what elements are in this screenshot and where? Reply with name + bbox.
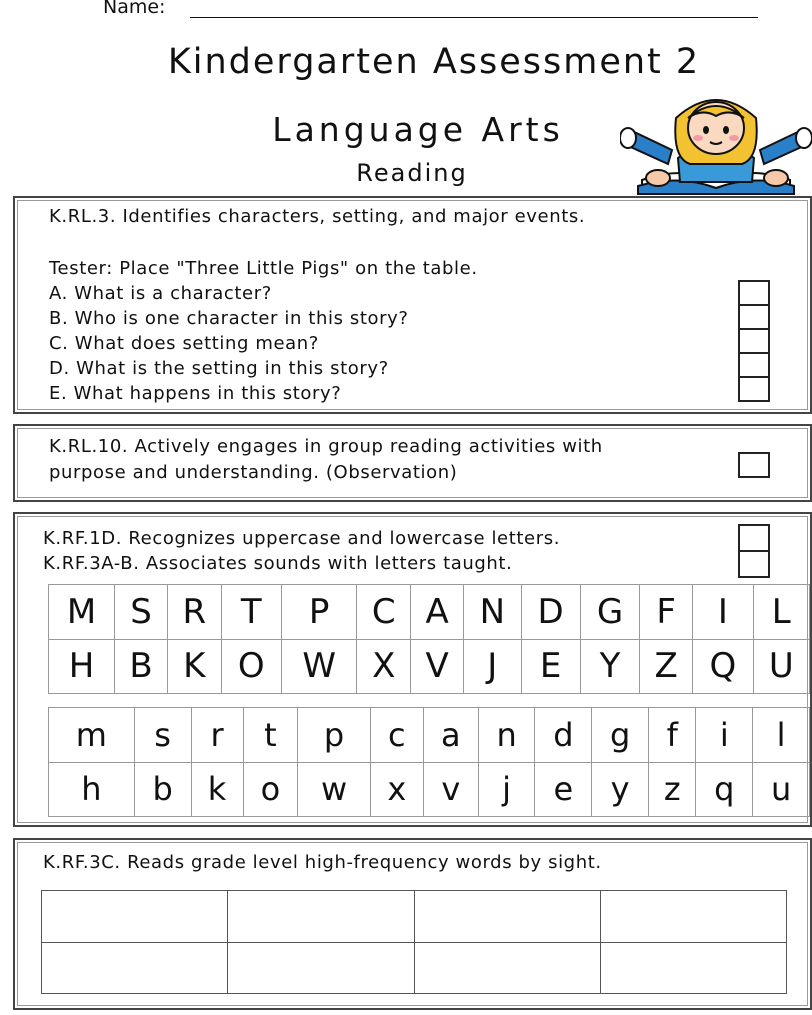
letter-cell[interactable]: L <box>753 585 809 640</box>
standard-k-rl-10-line1: K.RL.10. Actively engages in group reading activities with <box>49 436 603 457</box>
letter-cell[interactable]: D <box>521 585 580 640</box>
letter-cell[interactable]: r <box>191 708 243 763</box>
uppercase-letter-grid <box>48 584 810 694</box>
letter-cell[interactable]: H <box>49 639 115 694</box>
name-label: Name: <box>103 0 166 18</box>
checkbox-question-e[interactable] <box>738 376 770 402</box>
letter-cell[interactable]: h <box>49 762 135 817</box>
table-row <box>49 708 810 763</box>
letter-cell[interactable]: O <box>221 639 281 694</box>
name-line[interactable] <box>190 17 758 18</box>
letter-cell[interactable]: K <box>167 639 221 694</box>
table-row <box>42 891 787 943</box>
section-group-reading <box>13 424 812 502</box>
tester-note: Tester: Place "Three Little Pigs" on the table. <box>49 258 478 279</box>
word-cell[interactable] <box>600 891 786 943</box>
letter-cell[interactable]: u <box>753 762 810 817</box>
standard-k-rf-1d: K.RF.1D. Recognizes uppercase and lowercase letters. <box>43 528 561 549</box>
letter-cell[interactable]: A <box>411 585 464 640</box>
letter-cell[interactable]: N <box>464 585 522 640</box>
question-a: A. What is a character? <box>49 283 272 304</box>
checkbox-question-b[interactable] <box>738 304 770 330</box>
letter-cell[interactable]: w <box>298 762 370 817</box>
letter-cell[interactable]: z <box>649 762 696 817</box>
table-row <box>49 639 810 694</box>
sight-words-grid <box>41 890 787 994</box>
letter-cell[interactable]: V <box>411 639 464 694</box>
letter-cell[interactable]: R <box>167 585 221 640</box>
letter-cell[interactable]: n <box>478 708 535 763</box>
letter-cell[interactable]: J <box>464 639 522 694</box>
letter-cell[interactable]: F <box>640 585 693 640</box>
section-sight-words <box>13 838 812 1010</box>
section-characters-setting <box>13 196 812 414</box>
letter-cell[interactable]: f <box>649 708 696 763</box>
standard-k-rf-3a-b: K.RF.3A-B. Associates sounds with letters taught. <box>43 553 513 574</box>
standard-k-rl-3: K.RL.3. Identifies characters, setting, and major events. <box>49 206 586 227</box>
question-b: B. Who is one character in this story? <box>49 308 409 329</box>
letter-cell[interactable]: p <box>298 708 370 763</box>
letter-cell[interactable]: X <box>357 639 411 694</box>
checkbox-question-d[interactable] <box>738 352 770 378</box>
letter-cell[interactable]: P <box>281 585 356 640</box>
subject-subheading: Reading <box>356 159 468 187</box>
letter-cell[interactable]: M <box>49 585 115 640</box>
checkbox-question-a[interactable] <box>738 280 770 306</box>
letter-cell[interactable]: c <box>370 708 423 763</box>
subject-heading: Language Arts <box>272 110 564 149</box>
letter-cell[interactable]: i <box>696 708 753 763</box>
letter-cell[interactable]: G <box>580 585 640 640</box>
question-c: C. What does setting mean? <box>49 333 319 354</box>
letter-cell[interactable]: Q <box>693 639 753 694</box>
word-cell[interactable] <box>228 942 414 994</box>
table-row <box>49 762 810 817</box>
word-cell[interactable] <box>414 942 600 994</box>
word-cell[interactable] <box>42 891 228 943</box>
letter-cell[interactable]: b <box>134 762 191 817</box>
letter-cell[interactable]: k <box>191 762 243 817</box>
letter-cell[interactable]: o <box>243 762 298 817</box>
lowercase-letter-grid <box>48 707 810 817</box>
letter-cell[interactable]: v <box>423 762 478 817</box>
letter-cell[interactable]: S <box>115 585 168 640</box>
letter-cell[interactable]: T <box>221 585 281 640</box>
letter-cell[interactable]: s <box>134 708 191 763</box>
checkbox-letter-sounds[interactable] <box>738 550 770 578</box>
letter-cell[interactable]: W <box>281 639 356 694</box>
question-d: D. What is the setting in this story? <box>49 358 389 379</box>
question-e: E. What happens in this story? <box>49 383 342 404</box>
checkbox-observation[interactable] <box>738 452 770 478</box>
letter-cell[interactable]: t <box>243 708 298 763</box>
letter-cell[interactable]: q <box>696 762 753 817</box>
letter-cell[interactable]: B <box>115 639 168 694</box>
checkbox-uppercase-lowercase[interactable] <box>738 524 770 552</box>
word-cell[interactable] <box>600 942 786 994</box>
letter-cell[interactable]: I <box>693 585 753 640</box>
checkbox-question-c[interactable] <box>738 328 770 354</box>
word-cell[interactable] <box>414 891 600 943</box>
letter-cell[interactable]: g <box>592 708 649 763</box>
table-row <box>49 585 810 640</box>
page-title: Kindergarten Assessment 2 <box>167 42 701 82</box>
letter-cell[interactable]: U <box>753 639 809 694</box>
letter-cell[interactable]: y <box>592 762 649 817</box>
letter-cell[interactable]: C <box>357 585 411 640</box>
letter-cell[interactable]: Y <box>580 639 640 694</box>
letter-cell[interactable]: d <box>535 708 592 763</box>
letter-cell[interactable]: E <box>521 639 580 694</box>
letter-cell[interactable]: l <box>753 708 810 763</box>
reading-girl-illustration <box>620 88 812 196</box>
table-row <box>42 942 787 994</box>
word-cell[interactable] <box>228 891 414 943</box>
letter-cell[interactable]: x <box>370 762 423 817</box>
letter-cell[interactable]: j <box>478 762 535 817</box>
standard-k-rl-10-line2: purpose and understanding. (Observation) <box>49 462 458 483</box>
standard-k-rf-3c: K.RF.3C. Reads grade level high-frequency words by sight. <box>43 852 602 873</box>
section-letters <box>13 512 812 827</box>
letter-cell[interactable]: a <box>423 708 478 763</box>
letter-cell[interactable]: Z <box>640 639 693 694</box>
letter-cell[interactable]: e <box>535 762 592 817</box>
letter-cell[interactable]: m <box>49 708 135 763</box>
word-cell[interactable] <box>42 942 228 994</box>
